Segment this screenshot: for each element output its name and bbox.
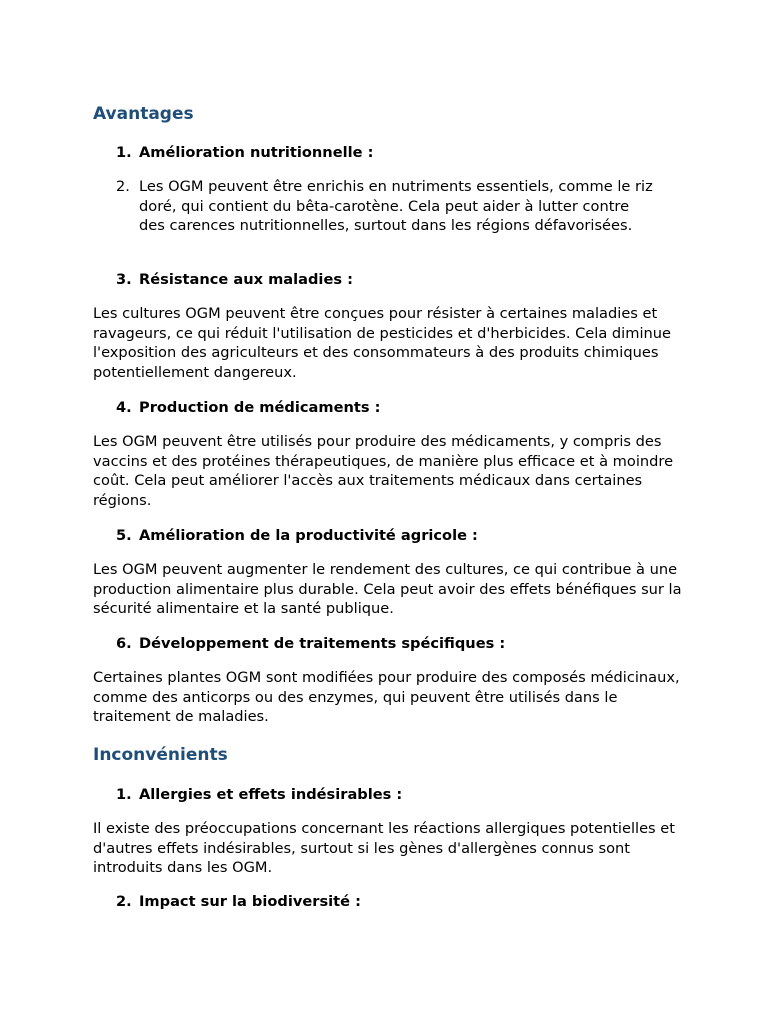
list-item-label: Impact sur la biodiversité : (139, 893, 361, 910)
list-item-5 (116, 526, 478, 546)
list-item-label: Amélioration nutritionnelle : (139, 144, 374, 161)
paragraph-resistance: Les cultures OGM peuvent être conçues pour résister à certaines maladies et ravageurs, ce qui réduit l'utilisation de pesticides et d'herbicides. Cela diminue l'exposition des agriculteurs et des consommateurs à des produits chimiques potentiellement dangereux. (93, 305, 671, 381)
list-number: 2. (116, 893, 132, 910)
list-item-3 (116, 270, 353, 290)
list-item-allergies (116, 785, 402, 805)
list-item-label: Développement de traitements spécifiques : (139, 635, 506, 652)
list-number: 2. (116, 178, 130, 195)
list-number: 3. (116, 271, 132, 288)
paragraph-allergies: Il existe des préoccupations concernant les réactions allergiques potentielles et d'autres effets indésirables, surtout si les gènes d'allergènes connus sont introduits dans les OGM. (93, 820, 675, 877)
paragraph-medicaments: Les OGM peuvent être utilisés pour produire des médicaments, y compris des vaccins et des protéines thérapeutiques, de manière plus efficace et à moindre coût. Cela peut améliorer l'accès aux traitements médicaux dans certaines régions. (93, 433, 674, 509)
paragraph-traitements: Certaines plantes OGM sont modifiées pour produire des composés médicinaux, comme des anticorps ou des enzymes, qui peuvent être utilisés dans le traitement de maladies. (93, 669, 680, 726)
list-number: 5. (116, 527, 132, 544)
list-item-label: Allergies et effets indésirables : (139, 786, 403, 803)
list-item-1 (116, 143, 373, 163)
paragraph-productivite: Les OGM peuvent augmenter le rendement des cultures, ce qui contribue à une production alimentaire plus durable. Cela peut avoir des effets bénéfiques sur la sécurité alimentaire et la santé publique. (93, 561, 682, 618)
section-heading-inconvenients: Inconvénients (93, 745, 228, 765)
list-item-text: Les OGM peuvent être enrichis en nutriments essentiels, comme le riz doré, qui contient du bêta-carotène. Cela peut aider à lutter contre des carences nutritionnelles, surtout dans les régions défavorisées. (139, 178, 653, 235)
list-item-2 (116, 177, 656, 235)
list-item-label: Résistance aux maladies : (139, 271, 353, 288)
list-number: 6. (116, 635, 132, 652)
list-item-4 (116, 398, 380, 418)
list-number: 4. (116, 399, 132, 416)
list-item-6 (116, 634, 505, 654)
list-item-biodiversite (116, 892, 361, 912)
section-heading-avantages: Avantages (93, 104, 194, 124)
list-number: 1. (116, 786, 132, 803)
list-number: 1. (116, 144, 132, 161)
list-item-label: Production de médicaments : (139, 399, 381, 416)
list-item-label: Amélioration de la productivité agricole : (139, 527, 478, 544)
